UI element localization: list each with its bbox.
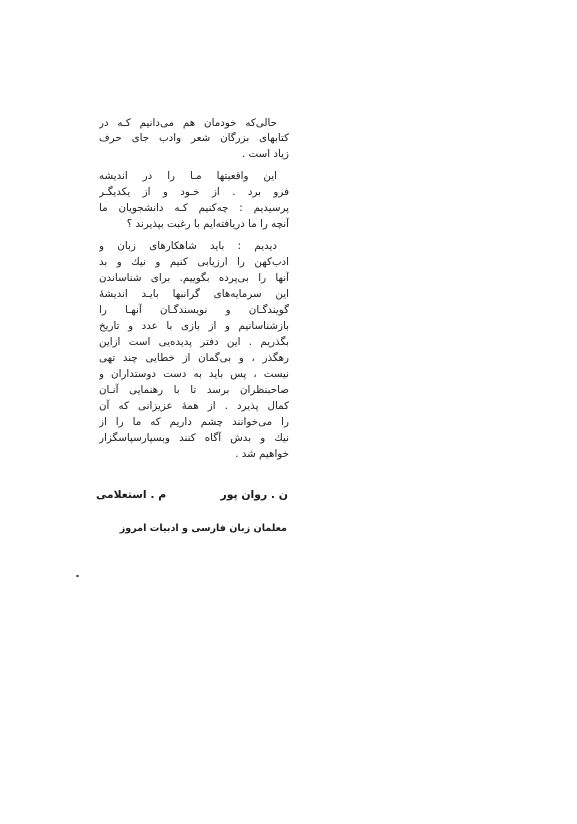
text-line: نیست ، پس باید به دست دوستداران و [99, 368, 289, 380]
signature-affiliation: معلمان زبان فارسی و ادبیات امروز [119, 523, 287, 534]
text-line: کمال پذیرد . از همهٔ عزیزانی که آن [99, 400, 289, 412]
text-line: ادب‌کهن را ارزیابی کنیم و نیك و بد [99, 256, 289, 268]
text-line: نیك و بدش آگاه کنند وبسپارسپاسگزار [99, 432, 289, 444]
text-line: آنها را بی‌پرده بگوییم. برای شناساندن [99, 272, 289, 284]
signature-ravanpour: ن . روان پور [220, 488, 288, 501]
signature-estelami: م . استعلامی [96, 488, 167, 501]
text-line: فرو برد . از خـود و از یکدیگـر [99, 186, 289, 198]
text-line: بگذریم . این دفتر پدیده‌یی است ازاین [99, 336, 289, 348]
text-line: پرسیدیم : چه‌کنیم کـه دانشجویان ما [99, 202, 289, 214]
text-line: بازشناسانیم و از بازی با عدد و تاریخ [99, 320, 289, 332]
text-line: گویندگـان و نویسندگـان آنهـا را [99, 304, 289, 316]
text-line: صاحبنظران برسد تا با رهنمایی آنـان [99, 384, 289, 396]
text-line: رهگذر ، و بی‌گمان از خطایی چند تهی [99, 352, 289, 364]
text-line: زیاد است . [242, 148, 289, 160]
text-line: آنچه را ما دریافته‌ایم با رغبت بپذیرند ؟ [126, 218, 289, 230]
page-mark [76, 575, 79, 577]
text-line: کتابهای بزرگان شعر وادب جای حرف [99, 132, 289, 144]
text-line: حالی‌که خودمان هم می‌دانیم کـه در [99, 117, 277, 129]
text-line: این واقعیتها مـا را در اندیشه [99, 170, 277, 182]
text-line: خواهیم شد . [235, 448, 289, 460]
text-line: این سرمایه‌های گرانبها بایـد اندیشهٔ [99, 288, 289, 300]
text-line: دیدیم : باید شاهکارهای زبان و [99, 240, 277, 252]
text-line: را می‌خوانند چشم داریم که ما را از [99, 416, 289, 428]
